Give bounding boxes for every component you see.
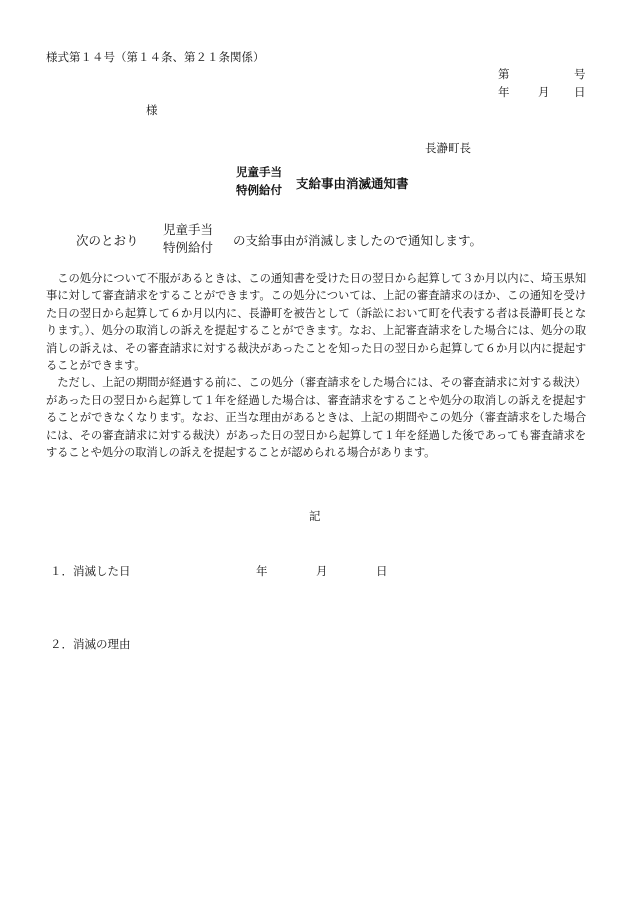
item-extinction-year: 年 bbox=[256, 564, 268, 578]
date-day-label: 日 bbox=[574, 85, 586, 99]
notice-suffix: の支給事由が消滅しましたので通知します。 bbox=[233, 233, 483, 248]
appeal-paragraph-1: この処分について不服があるときは、この通知書を受けた日の翌日から起算して３か月以内に、埼玉県知事に対して審査請求をすることができます。この処分については、上記の審査請求のほか、この通知を受けた日の翌日から起算して６か月以内に、長瀞町を被告として（訴訟において町を代表する者は長瀞町長となります。）、処分の取消しの訴えを提起することができます。なお、上記審査請求をした場合には、処分の取消しの訴えは、その審査請求に対する裁決があったことを知った日の翌日から起算して６か月以内に提起することができます。 bbox=[46, 272, 586, 373]
form-number: 様式第１４号（第１４条、第２１条関係） bbox=[46, 50, 265, 64]
appeal-paragraph-2: ただし、上記の期間が経過する前に、この処分（審査請求をした場合には、その審査請求に対する裁決）があった日の翌日から起算して１年を経過した場合は、審査請求をすることや処分の取消しの訴えを提起することができなくなります。なお、正当な理由があるときは、上記の期間やこの処分（審査請求をした場合には、その審査請求に対する裁決）があった日の翌日から起算して１年を経過した後であっても審査請求をすることや処分の取消しの訴えを提起することが認められる場合があります。 bbox=[46, 376, 586, 460]
date-year-label: 年 bbox=[498, 85, 510, 99]
document-number-suffix: 号 bbox=[574, 67, 586, 81]
title-option-1: 児童手当 bbox=[236, 165, 282, 179]
notice-option-1: 児童手当 bbox=[163, 222, 214, 237]
document-title: 支給事由消滅通知書 bbox=[296, 176, 409, 191]
item-extinction-month: 月 bbox=[316, 564, 328, 578]
recipient-honorific: 様 bbox=[146, 103, 158, 117]
item-extinction-day: 日 bbox=[376, 564, 388, 578]
notice-option-2: 特例給付 bbox=[163, 240, 214, 255]
appeal-information bbox=[46, 270, 586, 461]
ki-marker: 記 bbox=[309, 509, 321, 523]
document-number-prefix: 第 bbox=[498, 67, 510, 81]
item-extinction-reason-label: ２．消滅の理由 bbox=[50, 637, 131, 651]
title-option-2: 特例給付 bbox=[236, 183, 282, 197]
date-month-label: 月 bbox=[538, 85, 550, 99]
notice-prefix: 次のとおり bbox=[76, 233, 139, 248]
issuer-title: 長瀞町長 bbox=[425, 141, 471, 155]
item-extinction-date-label: １．消滅した日 bbox=[50, 564, 131, 578]
